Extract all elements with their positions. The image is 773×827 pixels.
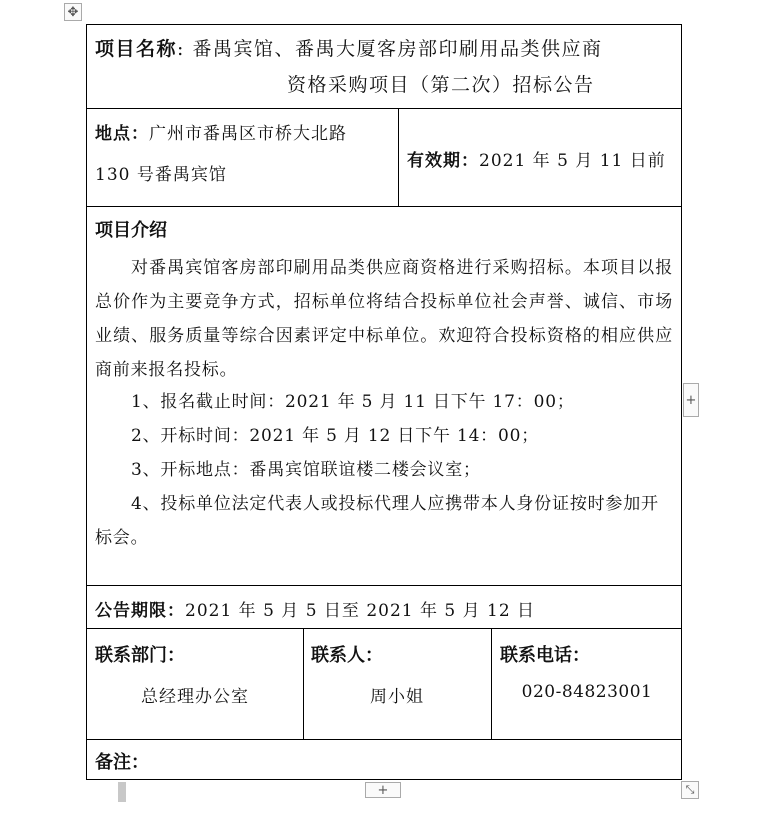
intro-paragraph: 对番禺宾馆客房部印刷用品类供应商资格进行采购招标。本项目以报总价作为主要竞争方式，招标单位将结合投标单位社会声誉、诚信、市场业绩、服务质量等综合因素评定中标单位。欢迎符合投标资格的相应供应商前来报名投标。 xyxy=(95,258,673,380)
project-name-label: 项目名称 xyxy=(95,38,178,60)
period-value: 2021 年 5 月 5 日至 2021 年 5 月 12 日 xyxy=(185,601,536,621)
add-row-button[interactable]: + xyxy=(365,782,401,798)
table-move-handle-icon[interactable]: ✥ xyxy=(64,3,82,21)
validity-cell[interactable] xyxy=(399,109,683,207)
intro-item-4: 4、投标单位法定代表人或投标代理人应携带本人身份证按时参加开标会。 xyxy=(95,494,659,548)
location-label: 地点： xyxy=(95,124,149,144)
announcement-table xyxy=(86,24,682,780)
contact-row xyxy=(87,629,681,740)
scrollbar-thumb[interactable] xyxy=(118,782,126,802)
validity-label: 有效期： xyxy=(407,151,479,171)
contact-person-label: 联系人： xyxy=(311,645,383,666)
location-cell[interactable] xyxy=(87,109,399,207)
announcement-period-cell[interactable] xyxy=(87,586,681,629)
period-line xyxy=(95,596,535,621)
validity-value: 2021 年 5 月 11 日前 xyxy=(479,151,666,171)
intro-item-2: 2、开标时间：2021 年 5 月 12 日下午 14：00； xyxy=(131,426,540,446)
location-value-line2: 130 号番禺宾馆 xyxy=(95,165,227,185)
project-intro-cell[interactable] xyxy=(87,207,681,586)
notes-cell[interactable] xyxy=(87,740,681,781)
add-column-button[interactable]: + xyxy=(683,383,699,417)
project-name-line2: 资格采购项目（第二次）招标公告 xyxy=(287,74,595,96)
intro-item-1: 1、报名截止时间：2021 年 5 月 11 日下午 17：00； xyxy=(131,392,575,412)
table-resize-icon[interactable]: ⤡ xyxy=(681,781,699,799)
project-name-separator: : xyxy=(177,38,185,60)
location-value-line1: 广州市番禺区市桥大北路 xyxy=(149,124,347,144)
project-name-text: 番禺宾馆、番禺大厦客房部印刷用品类供应商 xyxy=(192,38,603,60)
intro-heading: 项目介绍 xyxy=(95,220,167,241)
project-name-line1 xyxy=(95,34,602,61)
contact-phone-value[interactable]: 020-84823001 xyxy=(521,682,653,702)
contact-phone-label: 联系电话： xyxy=(500,645,590,666)
intro-item-3: 3、开标地点：番禺宾馆联谊楼二楼会议室； xyxy=(131,460,481,480)
contact-dept-value[interactable]: 总经理办公室 xyxy=(141,687,249,707)
contact-person-value[interactable]: 周小姐 xyxy=(370,687,424,707)
notes-label: 备注： xyxy=(95,752,149,773)
period-label: 公告期限： xyxy=(95,601,185,621)
contact-dept-label: 联系部门： xyxy=(95,645,185,666)
location-line1 xyxy=(95,119,347,144)
project-name-cell[interactable] xyxy=(87,25,681,109)
validity-line xyxy=(407,146,666,171)
